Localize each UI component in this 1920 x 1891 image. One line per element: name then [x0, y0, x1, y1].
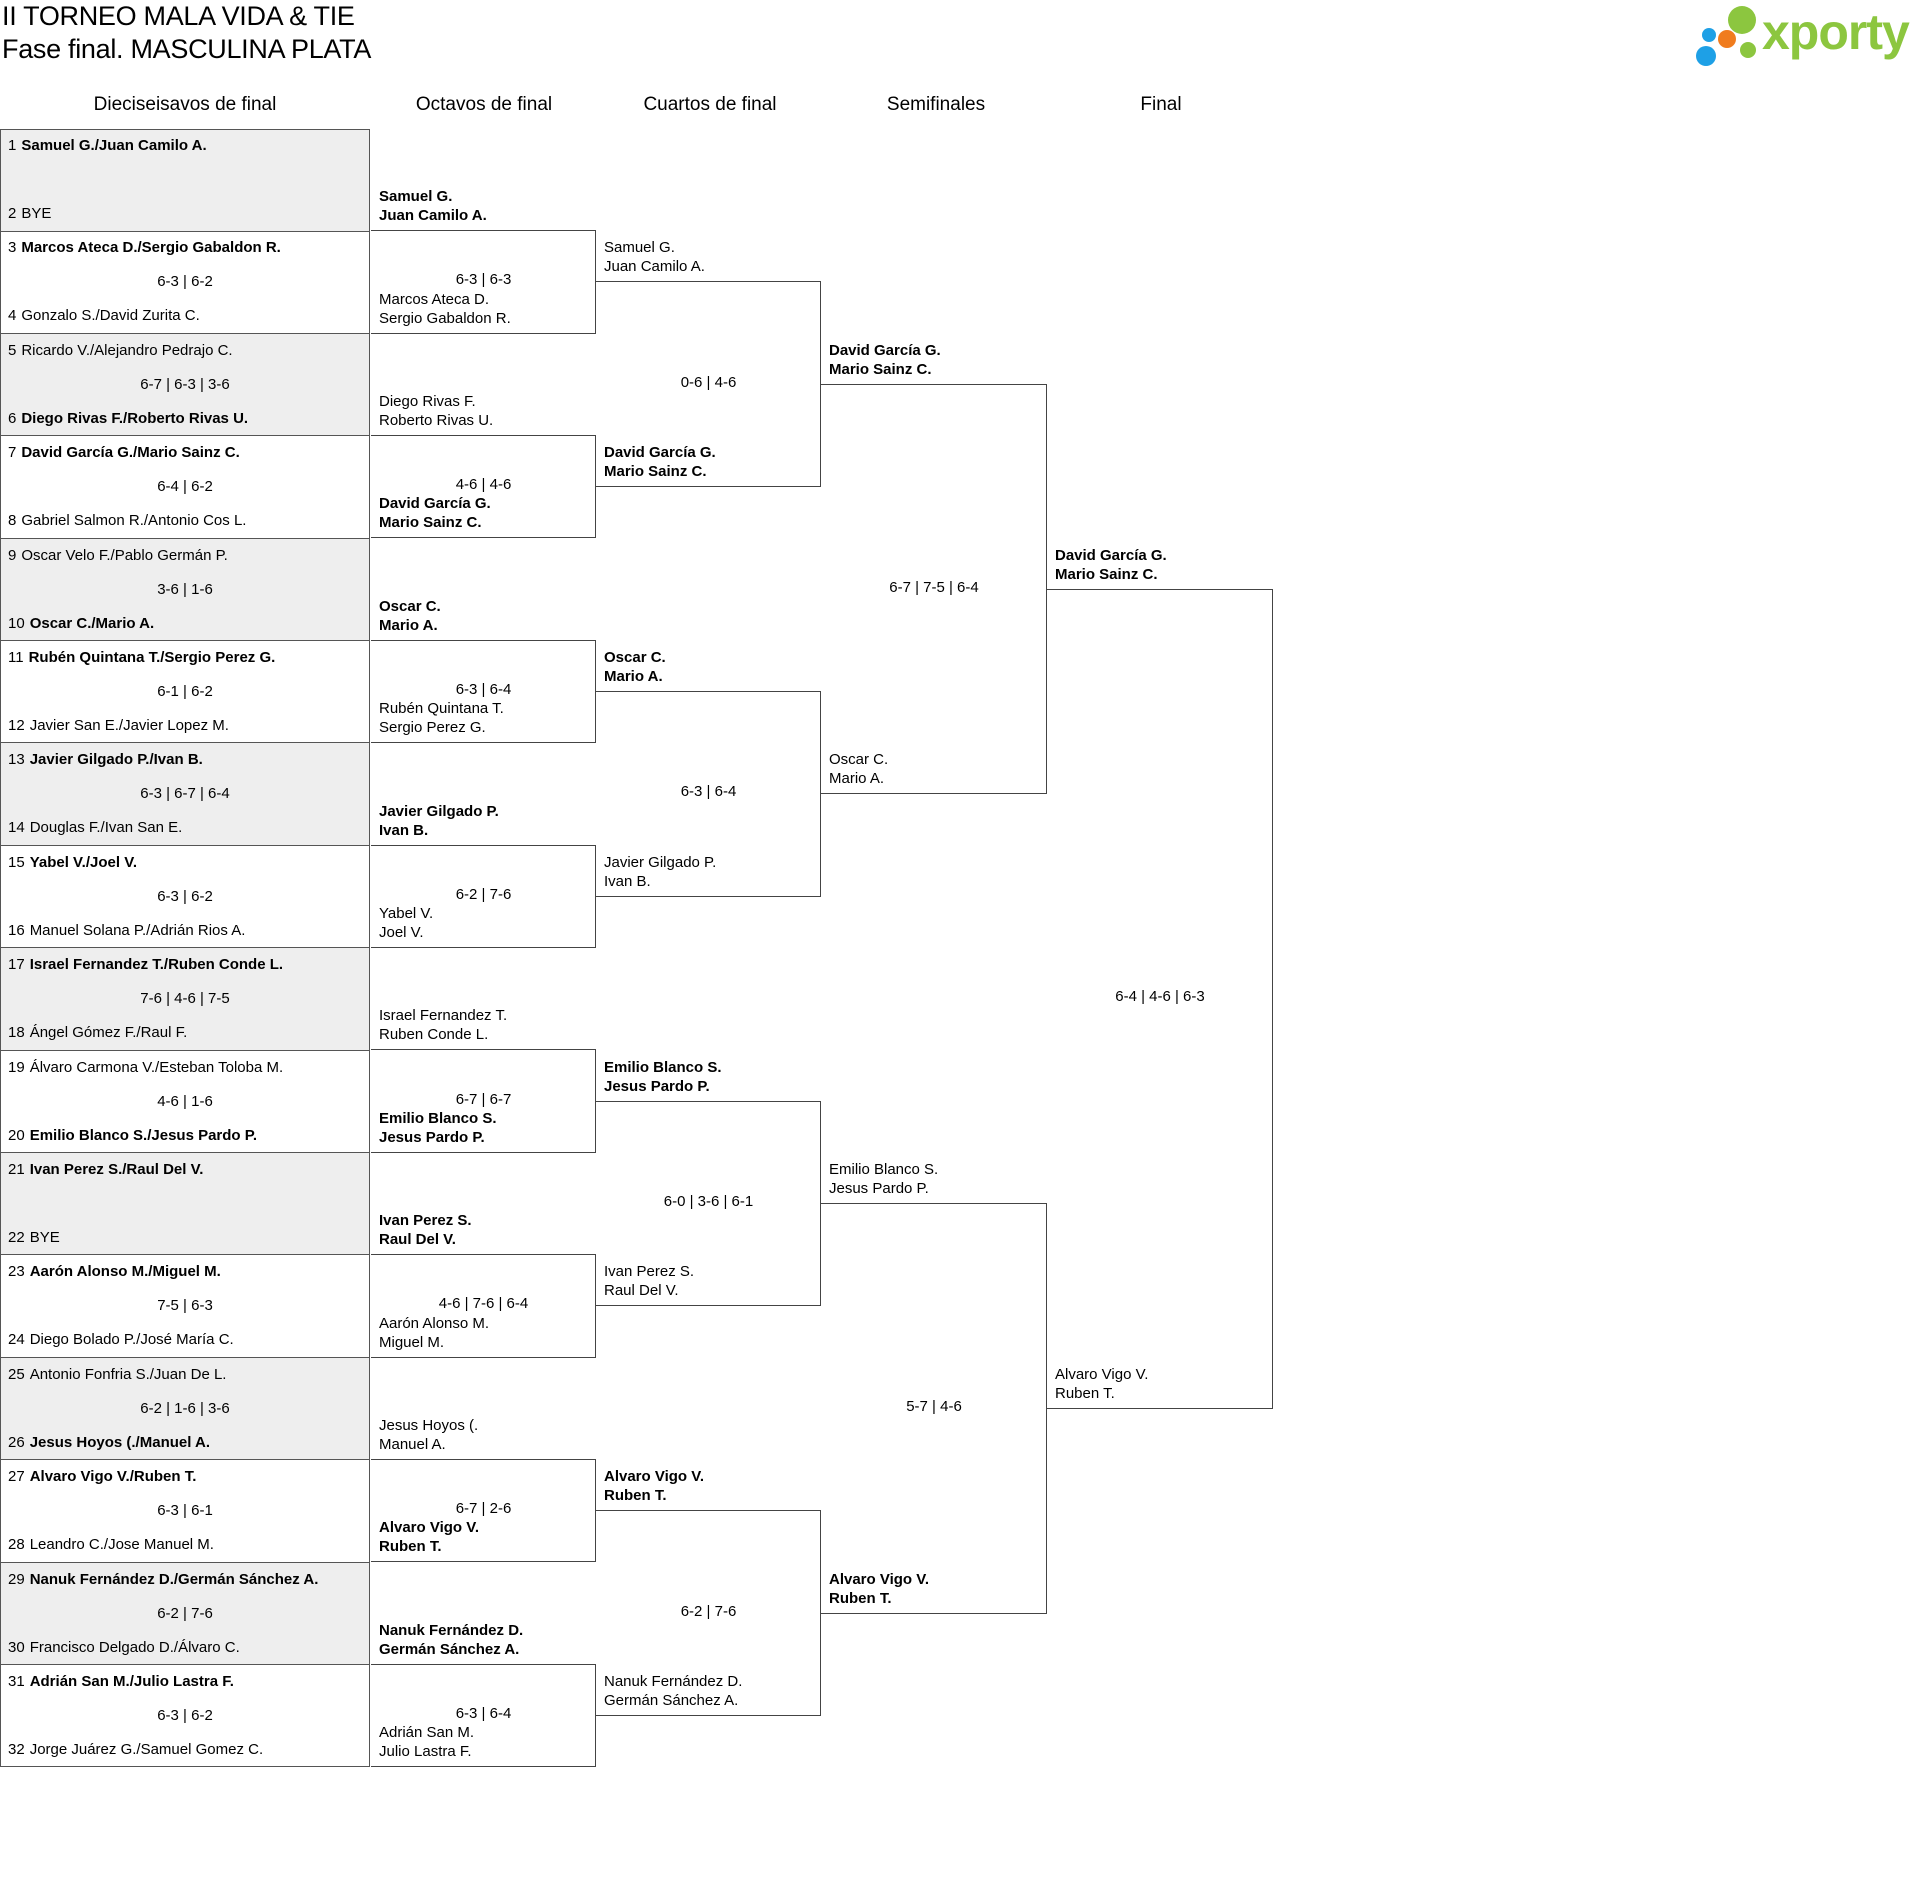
entry-top: [379, 1211, 472, 1249]
match-score: 4-6 | 7-6 | 6-4: [438, 1295, 529, 1313]
name-line: Diego Rivas F.: [379, 393, 476, 410]
name-line: Roberto Rivas U.: [379, 412, 494, 429]
seed-number: 22: [8, 1229, 25, 1246]
name-line: Rubén Quintana T.: [379, 700, 504, 718]
match-score: 6-3 | 6-1: [157, 1502, 213, 1520]
pair-name: Jorge Juárez G./Samuel Gomez C.: [29, 1741, 264, 1758]
entry-bottom: [8, 1536, 214, 1554]
page-title: [2, 0, 371, 66]
entry-bottom: [379, 1314, 489, 1352]
name-line: David García G.: [604, 444, 716, 462]
name-line: Miguel M.: [379, 1333, 445, 1351]
entry-top: [604, 1467, 704, 1505]
logo-dot-blue-small: [1702, 28, 1716, 42]
entry-bottom: [604, 1672, 742, 1710]
match-score: 6-4 | 4-6 | 6-3: [1115, 988, 1205, 1006]
name-line: Oscar C.: [379, 597, 441, 615]
entry-top: [604, 1058, 722, 1096]
entry-top: [8, 547, 228, 565]
seed-number: 4: [8, 307, 17, 325]
pair-name: Leandro C./Jose Manuel M.: [29, 1536, 214, 1554]
entry-bottom: [379, 1723, 474, 1761]
pair-name: David García G./Mario Sainz C.: [21, 444, 240, 462]
name-line: Ivan B.: [379, 821, 429, 839]
entry-top: [379, 392, 493, 430]
name-line: Samuel G.: [379, 188, 453, 206]
entry-bottom: [8, 717, 229, 735]
name-line: Jesus Pardo P.: [829, 1180, 929, 1197]
entry-top: [8, 1366, 226, 1384]
name-line: Mario Sainz C.: [1055, 565, 1158, 583]
xporty-logo: [1696, 2, 1920, 70]
pair-name: Javier San E./Javier Lopez M.: [29, 717, 229, 734]
pair-name: Samuel G./Juan Camilo A.: [21, 137, 207, 154]
entry-bottom: [8, 410, 248, 428]
name-line: Sergio Perez G.: [379, 719, 486, 737]
entry-bottom: [8, 1229, 60, 1247]
pair-name: Rubén Quintana T./Sergio Perez G.: [28, 649, 276, 666]
seed-number: 27: [8, 1468, 25, 1486]
name-line: David García G.: [829, 341, 941, 359]
pair-name: Emilio Blanco S./Jesus Pardo P.: [29, 1126, 257, 1144]
pair-name: Javier Gilgado P./Ivan B.: [29, 751, 203, 769]
name-line: Emilio Blanco S.: [379, 1109, 497, 1127]
match-score: 3-6 | 1-6: [157, 580, 213, 598]
entry-top: [8, 1161, 203, 1179]
pair-name: Francisco Delgado D./Álvaro C.: [29, 1638, 240, 1656]
entry-bottom: [8, 307, 200, 325]
seed-number: 32: [8, 1741, 25, 1758]
name-line: Ruben Conde L.: [379, 1026, 489, 1044]
name-line: Alvaro Vigo V.: [379, 1519, 480, 1537]
entry-top: [8, 239, 281, 257]
match-score: 0-6 | 4-6: [680, 373, 737, 391]
entry-bottom: [604, 853, 716, 891]
name-line: Mario Sainz C.: [829, 360, 932, 378]
round-header: Semifinales: [886, 94, 986, 115]
round-header: Cuartos de final: [643, 94, 777, 115]
seed-number: 16: [8, 921, 25, 939]
name-line: Germán Sánchez A.: [604, 1692, 739, 1709]
pair-name: BYE: [29, 1229, 60, 1246]
pair-name: Álvaro Carmona V./Esteban Toloba M.: [29, 1058, 284, 1076]
entry-bottom: [8, 205, 51, 223]
name-line: Ruben T.: [829, 1589, 892, 1607]
entry-top: [379, 802, 499, 840]
seed-number: 6: [8, 409, 17, 427]
name-line: David García G.: [379, 495, 491, 513]
seed-number: 19: [8, 1058, 25, 1076]
pair-name: Ivan Perez S./Raul Del V.: [29, 1161, 204, 1178]
name-line: Julio Lastra F.: [379, 1743, 472, 1761]
name-line: Alvaro Vigo V.: [829, 1570, 930, 1588]
entry-top: [8, 751, 203, 769]
pair-name: Manuel Solana P./Adrián Rios A.: [29, 921, 246, 939]
match-score: 6-0 | 3-6 | 6-1: [663, 1193, 754, 1210]
entry-top: [8, 1673, 234, 1691]
name-line: Juan Camilo A.: [379, 207, 487, 225]
entry-bottom: [379, 494, 491, 532]
round-header: Octavos de final: [415, 94, 553, 115]
seed-number: 26: [8, 1433, 25, 1451]
pair-name: Gonzalo S./David Zurita C.: [21, 307, 200, 325]
match-score: 6-3 | 6-7 | 6-4: [140, 785, 230, 803]
pair-name: BYE: [21, 205, 52, 222]
match-score: 7-6 | 4-6 | 7-5: [140, 990, 230, 1008]
name-line: Raul Del V.: [604, 1282, 679, 1300]
round-header: Final: [1140, 94, 1182, 115]
entry-bottom: [379, 290, 511, 328]
pair-name: Jesus Hoyos (./Manuel A.: [29, 1433, 211, 1451]
name-line: Ruben T.: [379, 1538, 442, 1556]
name-line: Emilio Blanco S.: [604, 1058, 722, 1076]
entry-bottom: [379, 1518, 479, 1556]
pair-name: Oscar Velo F./Pablo Germán P.: [21, 546, 228, 564]
name-line: Alvaro Vigo V.: [1055, 1365, 1149, 1383]
match-score: 6-3 | 6-2: [157, 1707, 213, 1724]
entry-top: [8, 956, 283, 974]
seed-number: 13: [8, 751, 25, 769]
pair-name: Antonio Fonfria S./Juan De L.: [29, 1365, 227, 1383]
name-line: Javier Gilgado P.: [604, 853, 717, 871]
pair-name: Israel Fernandez T./Ruben Conde L.: [29, 956, 284, 974]
name-line: Ruben T.: [1055, 1384, 1115, 1402]
logo-dot-green-small: [1740, 42, 1756, 58]
seed-number: 21: [8, 1161, 25, 1178]
entry-bottom: [1055, 1365, 1148, 1403]
seed-number: 9: [8, 546, 17, 564]
entry-bottom: [8, 819, 182, 837]
logo-text: xporty: [1762, 4, 1909, 60]
match-score: 7-5 | 6-3: [157, 1297, 213, 1315]
entry-top: [8, 444, 240, 462]
seed-number: 11: [8, 649, 24, 666]
match-score: 6-7 | 2-6: [455, 1500, 512, 1518]
entry-bottom: [379, 904, 433, 942]
pair-name: Gabriel Salmon R./Antonio Cos L.: [21, 512, 247, 530]
entry-top: [8, 1263, 221, 1281]
seed-number: 20: [8, 1126, 25, 1144]
name-line: Adrián San M.: [379, 1724, 475, 1742]
entry-bottom: [604, 443, 716, 481]
name-line: Germán Sánchez A.: [379, 1640, 520, 1658]
pair-name: Diego Rivas F./Roberto Rivas U.: [21, 409, 249, 427]
seed-number: 15: [8, 853, 25, 871]
entry-top: [379, 1006, 507, 1044]
name-line: Nanuk Fernández D.: [604, 1673, 743, 1690]
pair-name: Diego Bolado P./José María C.: [29, 1331, 234, 1349]
entry-bottom: [8, 1331, 234, 1349]
entry-bottom: [604, 1262, 694, 1300]
entry-bottom: [8, 615, 154, 633]
entry-top: [604, 238, 705, 276]
logo-dot-orange: [1718, 30, 1736, 48]
seed-number: 24: [8, 1331, 25, 1349]
name-line: Alvaro Vigo V.: [604, 1468, 705, 1486]
match-score: 4-6 | 4-6: [455, 476, 512, 494]
name-line: Juan Camilo A.: [604, 258, 705, 276]
name-line: Samuel G.: [604, 239, 675, 257]
entry-bottom: [379, 1109, 497, 1147]
seed-number: 31: [8, 1673, 25, 1690]
entry-top: [829, 341, 941, 379]
name-line: Sergio Gabaldon R.: [379, 309, 511, 327]
pair-name: Yabel V./Joel V.: [29, 853, 137, 871]
entry-top: [829, 1160, 938, 1198]
name-line: Mario A.: [379, 616, 438, 634]
name-line: Manuel A.: [379, 1436, 446, 1453]
match-score: 6-3 | 6-4: [455, 681, 512, 698]
entry-top: [8, 854, 137, 872]
entry-bottom: [8, 1024, 187, 1042]
pair-name: Douglas F./Ivan San E.: [29, 819, 183, 837]
name-line: Ivan Perez S.: [604, 1263, 695, 1281]
logo-dot-blue: [1696, 46, 1716, 66]
entry-bottom: [829, 1570, 929, 1608]
match-score: 6-3 | 6-3: [455, 271, 512, 289]
pair-name: Adrián San M./Julio Lastra F.: [29, 1673, 234, 1690]
name-line: Jesus Pardo P.: [604, 1077, 710, 1095]
entry-top: [379, 597, 441, 635]
seed-number: 3: [8, 239, 17, 257]
name-line: Mario Sainz C.: [379, 514, 482, 532]
name-line: Yabel V.: [379, 905, 434, 922]
round-header: Dieciseisavos de final: [93, 94, 277, 115]
name-line: Raul Del V.: [379, 1231, 456, 1249]
match-score: 6-2 | 7-6: [157, 1604, 213, 1622]
pair-name: Marcos Ateca D./Sergio Gabaldon R.: [21, 239, 281, 257]
match-score: 6-7 | 7-5 | 6-4: [889, 578, 979, 596]
name-line: Oscar C.: [604, 649, 666, 666]
logo-dot-green: [1728, 6, 1756, 34]
match-score: 4-6 | 1-6: [157, 1092, 213, 1110]
pair-name: Alvaro Vigo V./Ruben T.: [29, 1468, 197, 1486]
match-score: 6-7 | 6-3 | 3-6: [140, 375, 230, 393]
entry-top: [8, 1571, 318, 1589]
name-line: Emilio Blanco S.: [829, 1161, 939, 1178]
entry-top: [379, 1416, 478, 1454]
name-line: Marcos Ateca D.: [379, 290, 490, 308]
entry-bottom: [8, 1741, 263, 1759]
match-score: 6-3 | 6-2: [157, 887, 213, 905]
entry-top: [1055, 546, 1167, 584]
match-score: 6-1 | 6-2: [157, 683, 213, 700]
seed-number: 1: [8, 137, 17, 154]
pair-name: Aarón Alonso M./Miguel M.: [29, 1263, 221, 1281]
title-line-2: Fase final. MASCULINA PLATA: [2, 34, 372, 64]
pair-name: Ángel Gómez F./Raul F.: [29, 1024, 188, 1042]
seed-number: 10: [8, 614, 25, 632]
entry-top: [8, 137, 207, 155]
name-line: Ivan Perez S.: [379, 1212, 472, 1230]
seed-number: 8: [8, 512, 17, 530]
name-line: Joel V.: [379, 924, 424, 941]
match-score: 6-7 | 6-7: [455, 1090, 512, 1108]
entry-bottom: [8, 1434, 210, 1452]
match-score: 6-2 | 7-6: [455, 885, 512, 903]
entry-bottom: [8, 1127, 257, 1145]
seed-number: 25: [8, 1365, 25, 1383]
seed-number: 2: [8, 205, 17, 222]
match-score: 5-7 | 4-6: [906, 1397, 962, 1415]
entry-top: [379, 1621, 523, 1659]
entry-top: [604, 648, 666, 686]
match-score: 6-3 | 6-2: [157, 273, 213, 291]
name-line: Ruben T.: [604, 1487, 667, 1505]
match-score: 6-3 | 6-4: [455, 1705, 512, 1722]
name-line: Mario Sainz C.: [604, 463, 707, 481]
name-line: Oscar C.: [829, 751, 889, 769]
name-line: Nanuk Fernández D.: [379, 1621, 524, 1639]
pair-name: Ricardo V./Alejandro Pedrajo C.: [21, 341, 233, 359]
entry-bottom: [829, 750, 888, 788]
seed-number: 30: [8, 1638, 25, 1656]
seed-number: 12: [8, 717, 25, 734]
pair-name: Oscar C./Mario A.: [29, 614, 155, 632]
entry-bottom: [8, 922, 245, 940]
pair-name: Nanuk Fernández D./Germán Sánchez A.: [29, 1570, 319, 1588]
name-line: David García G.: [1055, 546, 1167, 564]
entry-top: [8, 1468, 196, 1486]
seed-number: 18: [8, 1024, 25, 1042]
name-line: Jesus Pardo P.: [379, 1128, 485, 1146]
name-line: Mario A.: [829, 770, 885, 788]
seed-number: 23: [8, 1263, 25, 1281]
name-line: Ivan B.: [604, 872, 651, 890]
seed-number: 17: [8, 956, 25, 974]
name-line: Israel Fernandez T.: [379, 1007, 508, 1025]
name-line: Javier Gilgado P.: [379, 802, 499, 820]
entry-top: [8, 342, 233, 360]
match-score: 6-2 | 1-6 | 3-6: [140, 1399, 230, 1417]
match-score: 6-3 | 6-4: [680, 783, 737, 801]
entry-bottom: [8, 1639, 240, 1657]
entry-top: [379, 187, 487, 225]
entry-top: [8, 649, 275, 667]
name-line: Mario A.: [604, 668, 663, 685]
seed-number: 29: [8, 1570, 25, 1588]
seed-number: 28: [8, 1536, 25, 1554]
entry-bottom: [379, 699, 504, 737]
seed-number: 7: [8, 444, 17, 462]
seed-number: 14: [8, 819, 25, 837]
seed-number: 5: [8, 341, 17, 359]
entry-bottom: [8, 512, 246, 530]
match-score: 6-4 | 6-2: [157, 478, 213, 496]
title-line-1: II TORNEO MALA VIDA & TIE: [2, 1, 355, 31]
match-score: 6-2 | 7-6: [680, 1602, 737, 1620]
name-line: Jesus Hoyos (.: [379, 1417, 479, 1434]
name-line: Aarón Alonso M.: [379, 1314, 490, 1332]
entry-top: [8, 1059, 283, 1077]
